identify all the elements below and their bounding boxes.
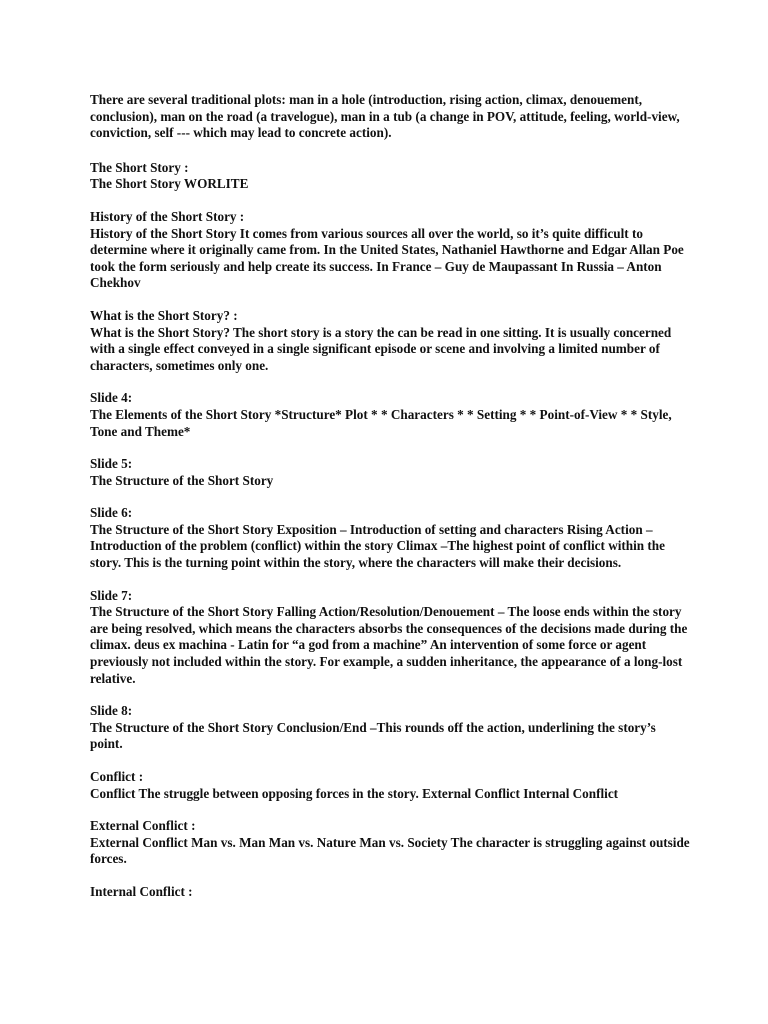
section-heading: The Short Story :	[90, 159, 189, 175]
section-heading: History of the Short Story :	[90, 208, 245, 224]
document-page	[90, 92, 690, 917]
section-history	[90, 209, 690, 292]
section-what-is	[90, 308, 690, 374]
section-body: External Conflict Man vs. Man Man vs. Nature Man vs. Society The character is struggling against outside forces.	[90, 834, 690, 867]
section-slide-5	[90, 456, 690, 489]
section-body: The Structure of the Short Story Conclusion/End –This rounds off the action, underlining the story’s point.	[90, 719, 656, 752]
section-heading: What is the Short Story? :	[90, 307, 238, 323]
intro-text: There are several traditional plots: man in a hole (introduction, rising action, climax, denouement, conclusion), man on the road (a travelogue), man in a tub (a change in POV, attitude, feeling, world-view, conviction, self --- which may lead to concrete action).	[90, 92, 680, 141]
section-short-story	[90, 160, 690, 193]
section-body: The Structure of the Short Story Exposition – Introduction of setting and characters Rising Action – Introduction of the problem (conflict) within the story Climax –The highest point of conflict within the story. This is the turning point within the story, where the characters will make their decisions.	[90, 521, 665, 571]
section-body: What is the Short Story? The short story is a story the can be read in one sitting. It is usually concerned with a single effect conveyed in a single significant episode or scene and involving a limited number of characters, sometimes only one.	[90, 324, 672, 373]
section-heading: Conflict :	[90, 769, 144, 784]
section-slide-6	[90, 505, 690, 571]
section-body: Conflict The struggle between opposing forces in the story. External Conflict Internal Conflict	[90, 785, 619, 801]
intro-paragraph	[90, 92, 690, 142]
section-heading: Slide 8:	[90, 703, 133, 719]
section-body: The Elements of the Short Story *Structure* Plot * * Characters * * Setting * * Point-of-View * * Style, Tone and Theme*	[90, 406, 672, 439]
section-heading: Internal Conflict :	[90, 883, 193, 899]
section-external-conflict	[90, 818, 690, 868]
section-body: The Structure of the Short Story Falling Action/Resolution/Denouement – The loose ends within the story are being resolved, which means the characters absorbs the consequences of the decisions made during the climax. deus ex machina - Latin for “a god from a machine” An intervention of some force or agent previously not included within the story. For example, a sudden inheritance, the appearance of a long-lost relative.	[90, 604, 688, 686]
section-heading: Slide 5:	[90, 456, 133, 472]
section-slide-7	[90, 588, 690, 688]
section-slide-8	[90, 703, 690, 753]
section-heading: Slide 7:	[90, 587, 133, 603]
section-body: History of the Short Story It comes from various sources all over the world, so it’s quite difficult to determine where it originally came from. In the United States, Nathaniel Hawthorne and Edgar Allan Poe took the form seriously and help create its success. In France – Guy de Maupassant In Russia – Anton Chekhov	[90, 225, 684, 291]
section-slide-4	[90, 390, 690, 440]
section-body: The Short Story WORLITE	[90, 176, 249, 192]
section-conflict	[90, 769, 690, 802]
section-body: The Structure of the Short Story	[90, 472, 274, 488]
section-heading: Slide 6:	[90, 505, 133, 521]
section-internal-conflict	[90, 884, 690, 901]
section-heading: Slide 4:	[90, 390, 133, 406]
section-heading: External Conflict :	[90, 818, 196, 834]
